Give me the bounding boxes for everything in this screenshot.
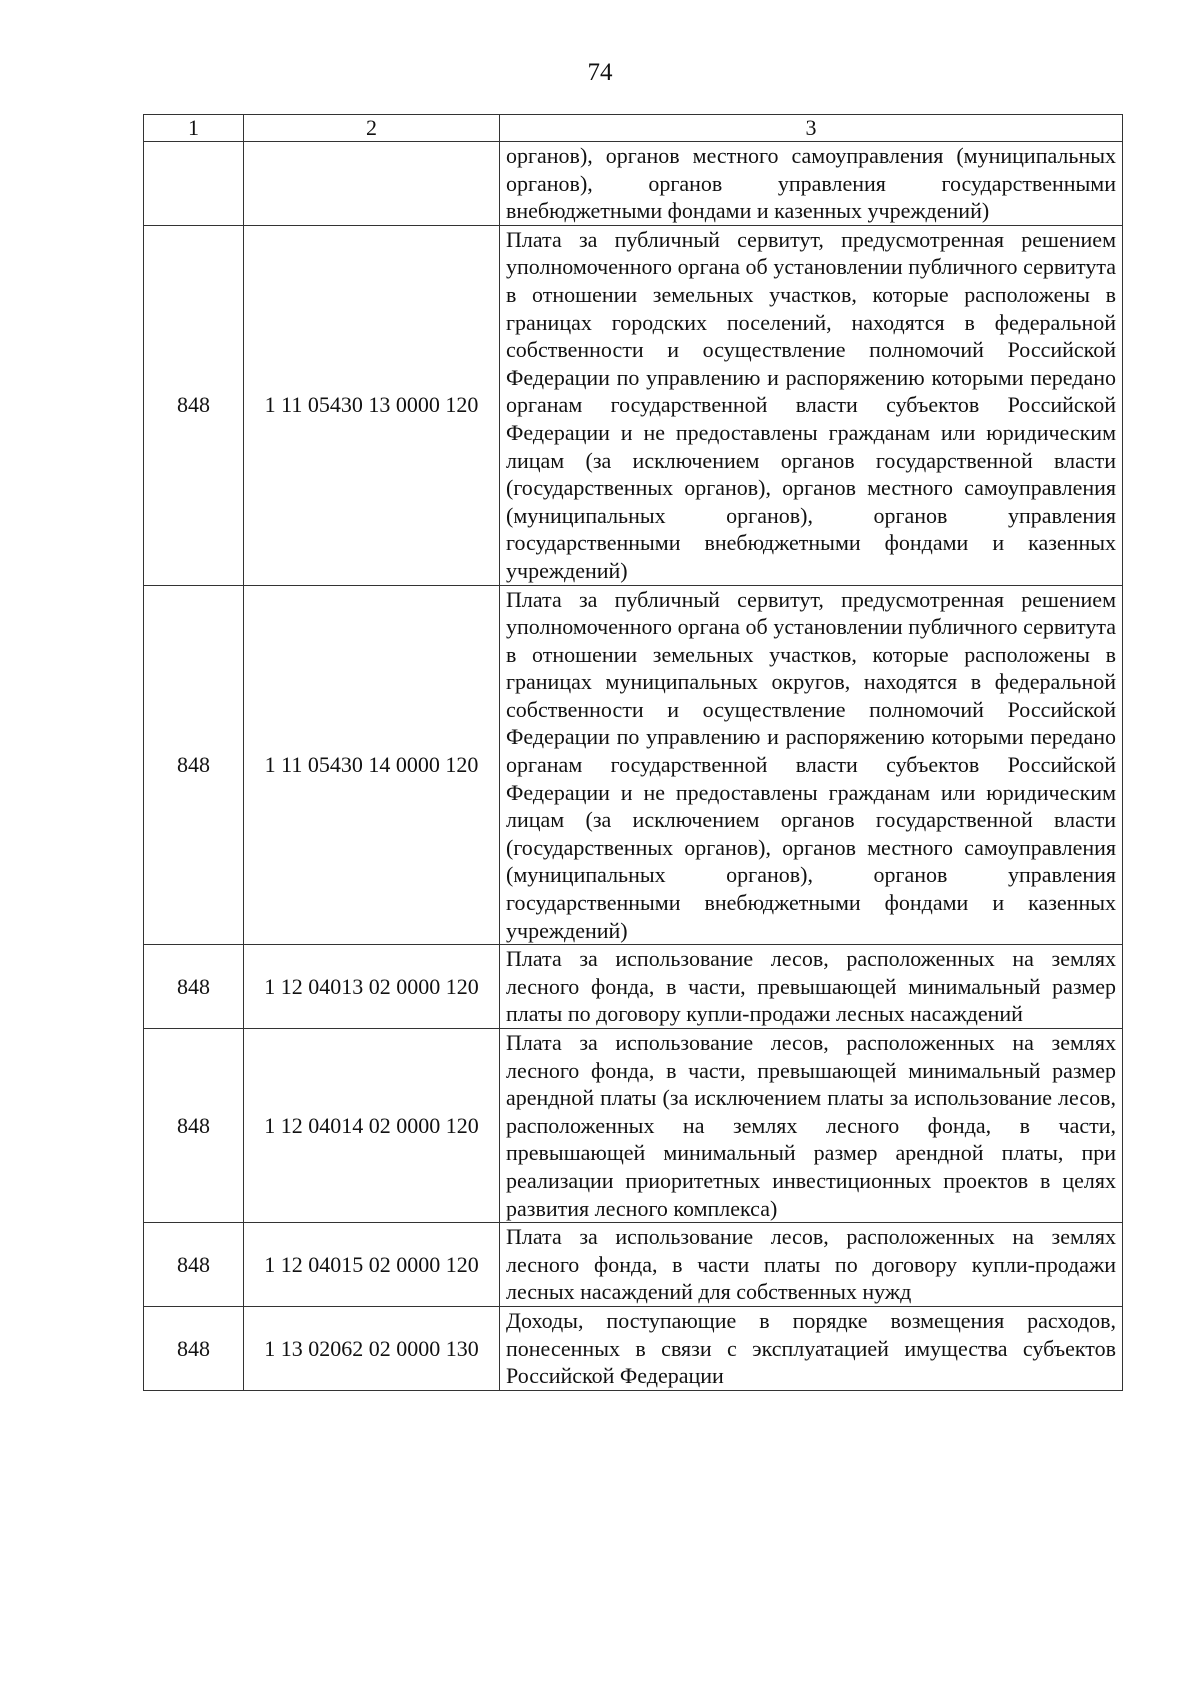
table-row	[144, 585, 1123, 945]
admin-code-cell: 848	[144, 585, 244, 945]
header-col-3: 3	[500, 115, 1123, 142]
revenue-name-cell: Плата за публичный сервитут, предусмотренная решением уполномоченного органа об установлении публичного сервитута в отношении земельных участков, которые расположены в границах городских поселений, находятся в федеральной собственности и осуществление полномочий Российской Федерации по управлению и распоряжению которыми передано органам государственной власти субъектов Российской Федерации и не предоставлены гражданам или юридическим лицам (за исключением органов государственной власти (государственных органов), органов местного самоуправления (муниципальных органов), органов управления государственными внебюджетными фондами и казенных учреждений)	[500, 225, 1123, 585]
table-row	[144, 142, 1123, 226]
budget-code-cell: 1 12 04013 02 0000 120	[244, 945, 500, 1029]
admin-code-cell: 848	[144, 945, 244, 1029]
header-col-2: 2	[244, 115, 500, 142]
budget-code-cell: 1 11 05430 13 0000 120	[244, 225, 500, 585]
admin-code-cell: 848	[144, 225, 244, 585]
budget-code-cell: 1 13 02062 02 0000 130	[244, 1306, 500, 1390]
revenue-name-cell: Плата за использование лесов, расположенных на землях лесного фонда, в части, превышающей минимальный размер платы по договору купли-продажи лесных насаждений	[500, 945, 1123, 1029]
table-row	[144, 1223, 1123, 1307]
revenue-name-cell: органов), органов местного самоуправления (муниципальных органов), органов управления государственными внебюджетными фондами и казенных учреждений)	[500, 142, 1123, 226]
revenue-name-cell: Доходы, поступающие в порядке возмещения расходов, понесенных в связи с эксплуатацией имущества субъектов Российской Федерации	[500, 1306, 1123, 1390]
budget-code-cell	[244, 142, 500, 226]
admin-code-cell: 848	[144, 1029, 244, 1223]
budget-code-table	[143, 114, 1123, 1391]
admin-code-cell	[144, 142, 244, 226]
budget-code-cell: 1 12 04015 02 0000 120	[244, 1223, 500, 1307]
revenue-name-cell: Плата за использование лесов, расположенных на землях лесного фонда, в части платы по договору купли-продажи лесных насаждений для собственных нужд	[500, 1223, 1123, 1307]
budget-code-cell: 1 11 05430 14 0000 120	[244, 585, 500, 945]
admin-code-cell: 848	[144, 1223, 244, 1307]
table-header-row	[144, 115, 1123, 142]
table-row	[144, 1029, 1123, 1223]
admin-code-cell: 848	[144, 1306, 244, 1390]
table-row	[144, 1306, 1123, 1390]
table-row	[144, 225, 1123, 585]
revenue-name-cell: Плата за публичный сервитут, предусмотренная решением уполномоченного органа об установлении публичного сервитута в отношении земельных участков, которые расположены в границах муниципальных округов, находятся в федеральной собственности и осуществление полномочий Российской Федерации по управлению и распоряжению которыми передано органам государственной власти субъектов Российской Федерации и не предоставлены гражданам или юридическим лицам (за исключением органов государственной власти (государственных органов), органов местного самоуправления (муниципальных органов), органов управления государственными внебюджетными фондами и казенных учреждений)	[500, 585, 1123, 945]
page-number: 74	[587, 59, 613, 86]
table-row	[144, 945, 1123, 1029]
budget-code-cell: 1 12 04014 02 0000 120	[244, 1029, 500, 1223]
revenue-name-cell: Плата за использование лесов, расположенных на землях лесного фонда, в части, превышающей минимальный размер арендной платы (за исключением платы за использование лесов, расположенных на землях лесного фонда, в части, превышающей минимальный размер арендной платы, при реализации приоритетных инвестиционных проектов в целях развития лесного комплекса)	[500, 1029, 1123, 1223]
header-col-1: 1	[144, 115, 244, 142]
